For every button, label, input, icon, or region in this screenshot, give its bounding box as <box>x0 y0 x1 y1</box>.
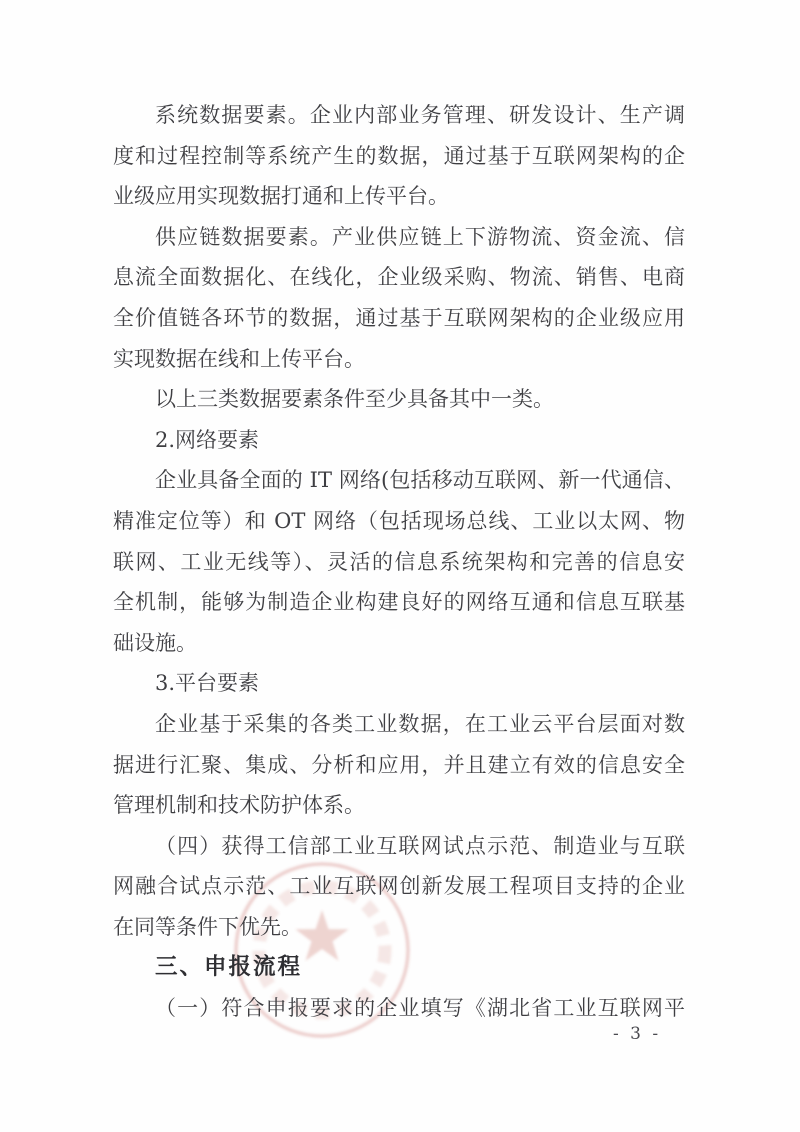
text-line: 精准定位等）和 OT 网络（包括现场总线、工业以太网、物 <box>113 508 685 533</box>
text-line: 2.网络要素 <box>155 427 260 452</box>
text-line: 供应链数据要素。产业供应链上下游物流、资金流、信 <box>155 224 685 249</box>
text-line: 网融合试点示范、工业互联网创新发展工程项目支持的企业 <box>113 874 685 899</box>
document-body <box>113 95 685 1029</box>
page-number: - 3 - <box>613 1024 662 1044</box>
text-line: 以上三类数据要素条件至少具备其中一类。 <box>155 387 554 412</box>
text-line: 三、申报流程 <box>155 954 303 981</box>
text-line: 企业具备全面的 IT 网络(包括移动互联网、新一代通信、 <box>155 468 685 493</box>
text-line: （一）符合申报要求的企业填写《湖北省工业互联网平 <box>155 996 685 1021</box>
text-line: 全机制，能够为制造企业构建良好的网络互通和信息互联基 <box>113 590 685 615</box>
text-line: 实现数据在线和上传平台。 <box>113 346 365 371</box>
text-line: 础设施。 <box>113 630 197 655</box>
text-line: 3.平台要素 <box>155 671 260 696</box>
text-line: 息流全面数据化、在线化，企业级采购、物流、销售、电商 <box>113 265 685 290</box>
text-line: 业级应用实现数据打通和上传平台。 <box>113 184 449 209</box>
text-line: （四）获得工信部工业互联网试点示范、制造业与互联 <box>155 833 685 858</box>
text-line: 管理机制和技术防护体系。 <box>113 793 365 818</box>
text-line: 企业基于采集的各类工业数据，在工业云平台层面对数 <box>155 711 685 736</box>
text-line: 在同等条件下优先。 <box>113 914 302 939</box>
text-line: 度和过程控制等系统产生的数据，通过基于互联网架构的企 <box>113 143 685 168</box>
text-line: 全价值链各环节的数据，通过基于互联网架构的企业级应用 <box>113 305 685 330</box>
text-line: 联网、工业无线等）、灵活的信息系统架构和完善的信息安 <box>113 549 685 574</box>
text-line: 系统数据要素。企业内部业务管理、研发设计、生产调 <box>155 103 685 127</box>
text-line: 据进行汇聚、集成、分析和应用，并且建立有效的信息安全 <box>113 752 685 777</box>
